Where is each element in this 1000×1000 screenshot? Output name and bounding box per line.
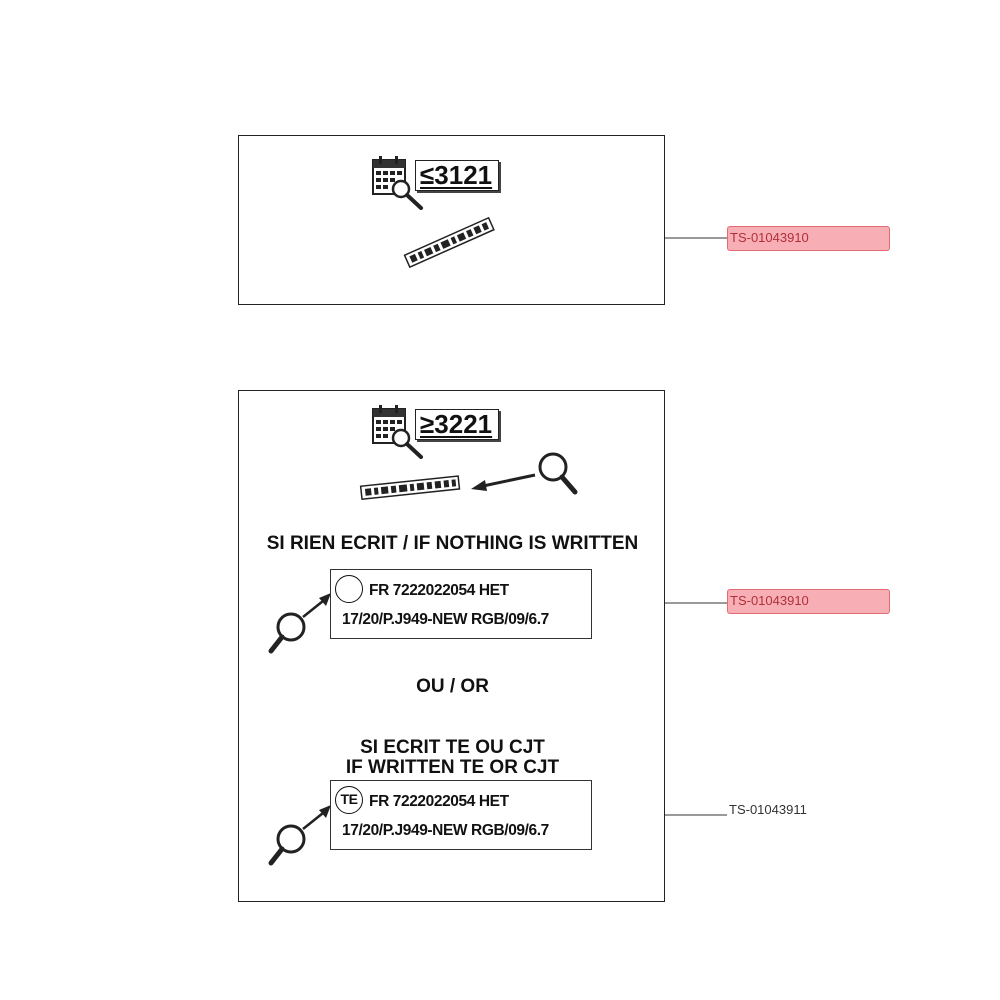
- magnifier-arrow-icon: [267, 587, 335, 657]
- date-condition-before: ≤3121: [415, 160, 499, 191]
- if-written-heading-fr: SI ECRIT TE OU CJT: [360, 737, 545, 758]
- plate-line-2: 17/20/P.J949-NEW RGB/09/6.7: [342, 611, 549, 628]
- label-plate-blank: [330, 569, 592, 639]
- magnifier-arrow-icon: [267, 799, 335, 869]
- plate-line-1: FR 7222022054 HET: [369, 582, 509, 599]
- plate-line-1: FR 7222022054 HET: [369, 793, 509, 810]
- label-strip-icon: [357, 469, 465, 505]
- plate-line-2: 17/20/P.J949-NEW RGB/09/6.7: [342, 822, 549, 839]
- marker-circle-te: TE: [335, 786, 363, 814]
- panel-after-date: [238, 390, 665, 902]
- panel-before-date: [238, 135, 665, 305]
- or-text: OU / OR: [416, 676, 489, 697]
- label-strip-icon: [397, 214, 501, 270]
- reference-tag-1[interactable]: TS-01043910: [727, 226, 890, 251]
- magnifier-arrow-icon: [467, 451, 583, 501]
- reference-tag-2[interactable]: TS-01043910: [727, 589, 890, 614]
- label-plate-te: [330, 780, 592, 850]
- reference-tag-3[interactable]: TS-01043911: [729, 802, 807, 817]
- if-nothing-written-heading: SI RIEN ECRIT / IF NOTHING IS WRITTEN: [266, 533, 639, 554]
- marker-circle-empty: [335, 575, 363, 603]
- date-condition-after: ≥3221: [415, 409, 499, 440]
- if-written-heading-en: IF WRITTEN TE OR CJT: [345, 757, 560, 778]
